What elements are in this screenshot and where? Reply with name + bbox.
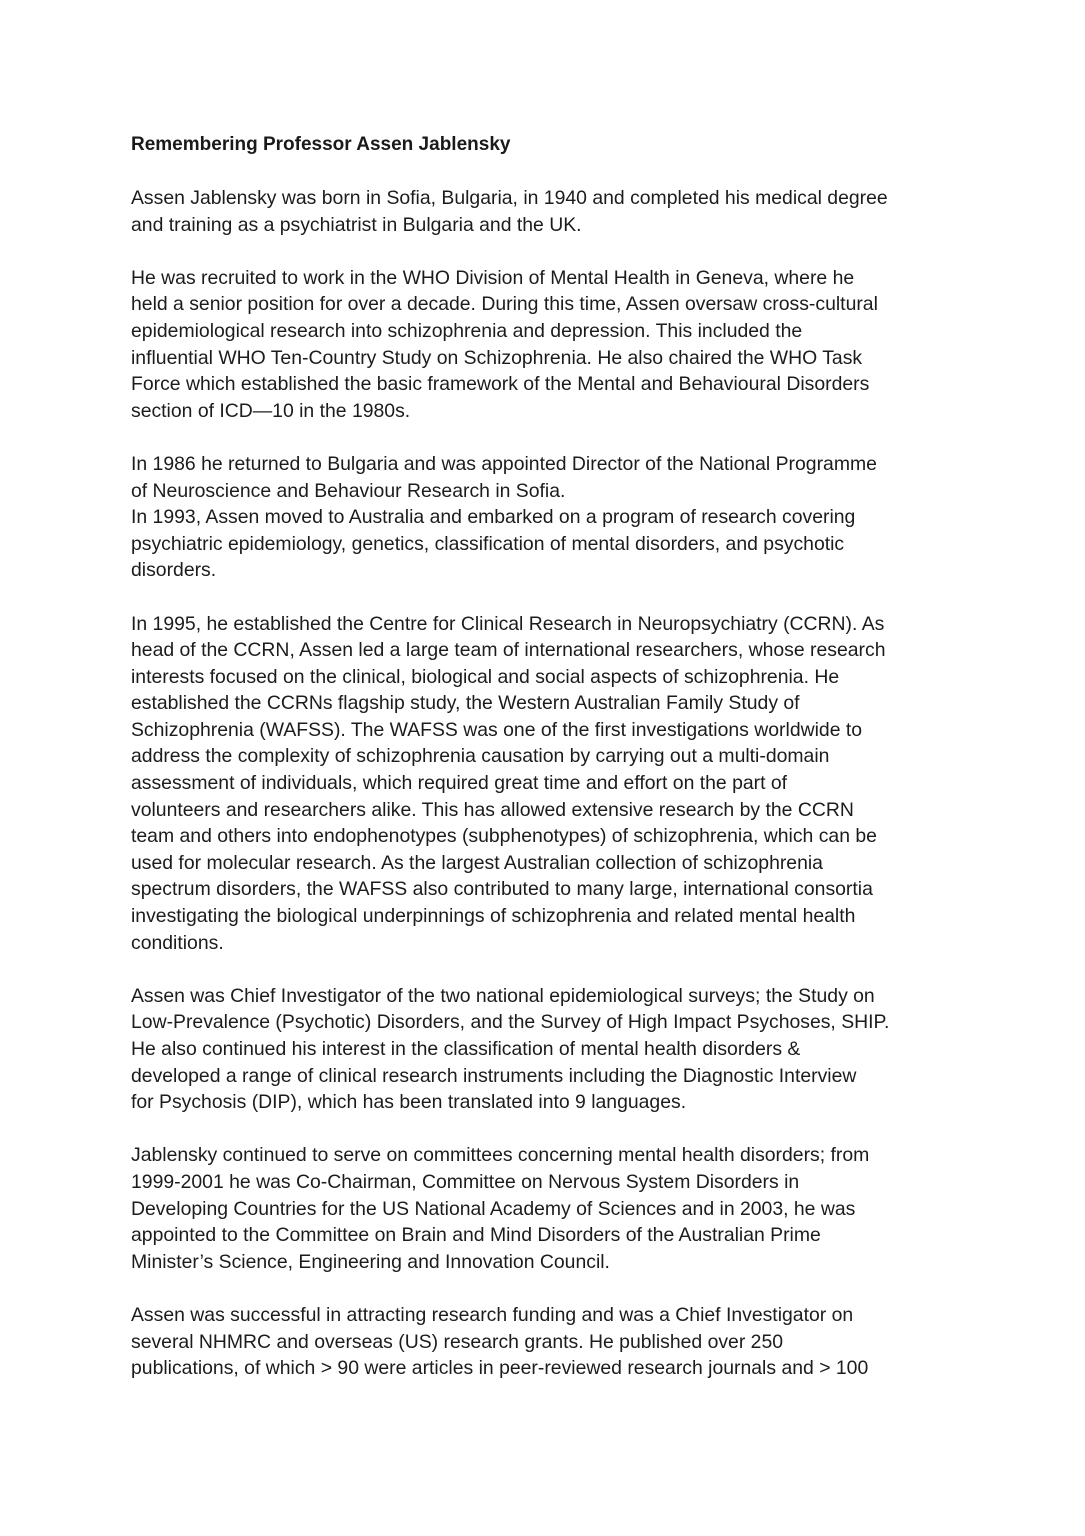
text-line: He also continued his interest in the classification of mental health disorders & — [131, 1038, 801, 1060]
paragraph-bulgaria-australia — [131, 451, 961, 584]
text-line: appointed to the Committee on Brain and Mind Disorders of the Australian Prime — [131, 1224, 821, 1247]
text-line: psychiatric epidemiology, genetics, classification of mental disorders, and psychotic — [131, 532, 845, 555]
text-line: of Neuroscience and Behaviour Research in Sofia. — [131, 479, 566, 502]
document-title: Remembering Professor Assen Jablensky — [131, 134, 511, 155]
text-line: publications, of which > 90 were articles in peer-reviewed research journals and > 100 — [131, 1357, 869, 1380]
text-line: and training as a psychiatrist in Bulgaria and the UK. — [131, 213, 582, 236]
text-line: In 1986 he returned to Bulgaria and was appointed Director of the National Programme — [131, 452, 877, 475]
text-line: held a senior position for over a decade. During this time, Assen oversaw cross-cultural — [131, 293, 878, 316]
text-line: address the complexity of schizophrenia causation by carrying out a multi-domain — [131, 745, 830, 768]
text-line: Developing Countries for the US National Academy of Sciences and in 2003, he was — [131, 1197, 856, 1220]
text-line: interests focused on the clinical, biological and social aspects of schizophrenia. He — [131, 665, 840, 688]
paragraph-committees — [131, 1142, 961, 1275]
paragraph-who-career — [131, 265, 961, 425]
text-line: investigating the biological underpinnings of schizophrenia and related mental health — [131, 905, 856, 928]
text-line: used for molecular research. As the largest Australian collection of schizophrenia — [131, 851, 823, 874]
text-line: spectrum disorders, the WAFSS also contributed to many large, international consortia — [131, 878, 873, 901]
text-line: Jablensky continued to serve on committees concerning mental health disorders; from — [131, 1144, 870, 1167]
text-line: section of ICD—10 in the 1980s. — [131, 399, 411, 422]
text-line: Minister’s Science, Engineering and Innovation Council. — [131, 1250, 610, 1273]
text-line: for Psychosis (DIP), which has been translated into 9 languages. — [131, 1091, 687, 1114]
text-line: In 1993, Assen moved to Australia and embarked on a program of research covering — [131, 506, 856, 529]
text-line: assessment of individuals, which required great time and effort on the part of — [131, 772, 788, 795]
text-line: In 1995, he established the Centre for Clinical Research in Neuropsychiatry (CCRN). As — [131, 612, 885, 635]
paragraph-funding-publications — [131, 1302, 961, 1382]
text-line: disorders. — [131, 559, 217, 582]
text-line: Assen was Chief Investigator of the two national epidemiological surveys; the Study on — [131, 984, 875, 1007]
text-line: 1999-2001 he was Co-Chairman, Committee on Nervous System Disorders in — [131, 1170, 800, 1193]
text-line: head of the CCRN, Assen led a large team of international researchers, whose research — [131, 639, 886, 662]
text-line: volunteers and researchers alike. This has allowed extensive research by the CCRN — [131, 798, 854, 821]
text-line: Low-Prevalence (Psychotic) Disorders, and the Survey of High Impact Psychoses, SHIP. — [131, 1011, 890, 1034]
text-line: established the CCRNs flagship study, the Western Australian Family Study of — [131, 692, 800, 715]
text-line: Schizophrenia (WAFSS). The WAFSS was one of the first investigations worldwide to — [131, 718, 863, 741]
text-line: influential WHO Ten-Country Study on Schizophrenia. He also chaired the WHO Task — [131, 346, 863, 369]
text-line: Assen Jablensky was born in Sofia, Bulgaria, in 1940 and completed his medical degree — [131, 187, 888, 209]
text-line: He was recruited to work in the WHO Division of Mental Health in Geneva, where he — [131, 266, 855, 289]
text-line: conditions. — [131, 931, 224, 954]
paragraph-ccrn-wafss — [131, 611, 961, 957]
text-line: developed a range of clinical research instruments including the Diagnostic Interview — [131, 1064, 857, 1087]
document-page — [131, 131, 961, 1382]
text-line: team and others into endophenotypes (subphenotypes) of schizophrenia, which can be — [131, 825, 877, 848]
text-line: Assen was successful in attracting research funding and was a Chief Investigator on — [131, 1303, 854, 1326]
paragraph-surveys — [131, 983, 961, 1116]
text-line: several NHMRC and overseas (US) research grants. He published over 250 — [131, 1330, 784, 1353]
paragraph-birth-training — [131, 185, 961, 238]
text-line: Force which established the basic framework of the Mental and Behavioural Disorders — [131, 373, 870, 396]
text-line: epidemiological research into schizophrenia and depression. This included the — [131, 319, 803, 342]
